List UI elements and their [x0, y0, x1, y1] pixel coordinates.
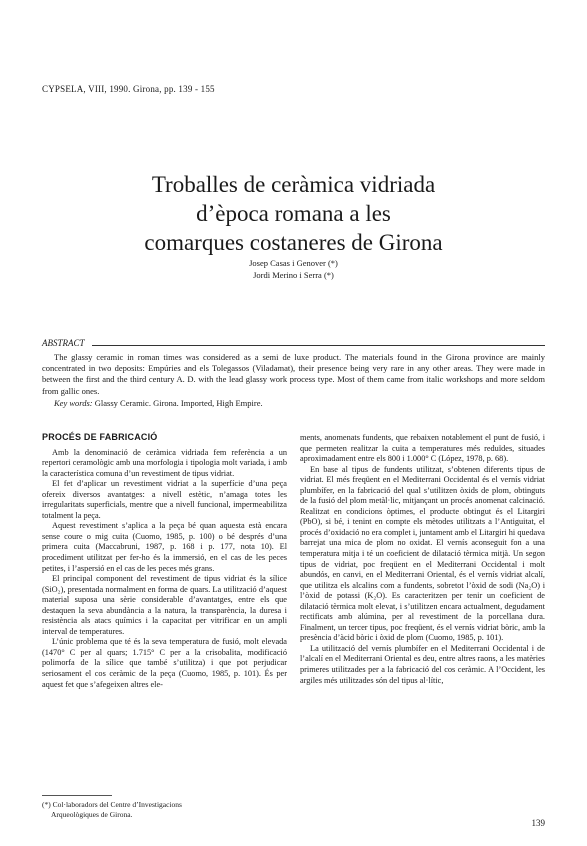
- body-paragraph: ments, anomenats fundents, que rebaixen notablement el punt de fusió, i que permeten realitzar la cuita a temperatures més reduïdes, situades aproximadament entre els 800 i 1.000° C (López, 1978, p. 68).: [300, 433, 545, 464]
- abstract-text: The glassy ceramic in roman times was considered as a semi de luxe product. The materials found in the Girona province are mainly concentrated in two deposits: Empúries and els Tolegassos (Viladamat), their presence being very rare in any other areas. They were made in between the first and the third century A. D. with the lead glassy work process type. Most of them came from italic workshops and more seldom from gallic ones.: [42, 352, 545, 396]
- body-paragraph: Amb la denominació de ceràmica vidriada fem referència a un repertori ceramològic amb una morfologia i tipologia molt variada, i amb la característica comuna d’un revestiment de tipus vidriat.: [42, 447, 287, 478]
- body-paragraph: La utilització del vernís plumbífer en el Mediterrani Occidental i de l’alcalí en el Mediterrani Oriental es deu, entre altres raons, a les matèries primeres utilitzades per a la fabricació del cos ceràmic. A l’Occident, les argiles més utilitzades són del tipus al·lític,: [300, 643, 545, 685]
- body-paragraph: En base al tipus de fundents utilitzat, s’obtenen diferents tipus de vidriat. El més freqüent en el Mediterrani Occidental és el vernís vidriat plumbífer, en la fabricació del qual s’utilitzen òxids de plom, obtinguts de la fusió del plom metàl·lic, mitjançant un procés anomenat calcinació. Realitzat en condicions òptimes, el producte obtingut és el Litargiri (PbO), si bé, i tenint en compte els mètodes utilitzats a l’Antiguitat, el procés d’oxidació no era complet i, juntament amb el Litargiri hi quedava barrejat una mica de plom no oxidat. El vernís aconseguit fon a una temperatura mitja i té un coeficient de dilatació tèrmica mitjà. Un segon tipus de vidriat, poc freqüent en el Mediterrani Occidental i molt abundós, en canvi, en el Mediterrani Oriental, és el vernís vidriat alcalí, que utilitza els alcalins com a fundents, sobretot l’òxid de sodi (Na₂O) i l’òxid de potassi (K₂O). Es caracteritzen per tenir un coeficient de dilatació tèrmica molt elevat, i s’utilitzen encara actualment, degudament rectificats amb alúmina, per al revestiment de la porcellana dura. Finalment, un tercer tipus, poc freqüent, és el vernís vidriat bòric, amb la presència d’àcid bòric i òxid de plom (Cuomo, 1985, p. 101).: [300, 464, 545, 643]
- author: Josep Casas i Genover (*): [249, 258, 338, 268]
- page-number: 139: [531, 818, 545, 828]
- title-line: Troballes de ceràmica vidriada: [151, 172, 436, 197]
- abstract-divider: [92, 345, 545, 346]
- keywords: [42, 398, 545, 409]
- journal-reference: CYPSELA, VIII, 1990. Girona, pp. 139 - 155: [42, 84, 215, 94]
- body-paragraph: El fet d’aplicar un revestiment vidriat a la superfície d’una peça ofereix diversos avantatges: a nivell estètic, n’amaga totes les irregularitats superficials, mentre que a nivell funcional, impermeabilitza totalment la peça.: [42, 479, 287, 520]
- footnote-line: Arqueològiques de Girona.: [51, 809, 133, 819]
- article-title: [0, 170, 587, 257]
- footnote-line: (*) Col·laboradors del Centre d’Investigacions: [42, 800, 182, 809]
- author: Jordi Merino i Serra (*): [253, 270, 334, 280]
- left-column: [42, 432, 287, 690]
- title-line: comarques costaneres de Girona: [144, 230, 443, 255]
- keywords-text: Glassy Ceramic. Girona. Imported, High Empire.: [94, 398, 263, 408]
- footnote: [42, 800, 287, 819]
- body-paragraph: El principal component del revestiment de tipus vidriat és la sílice (SiO₂), presentada normalment en forma de quars. La utilització d’aquest material suposa una sèrie considerable d’avantatges, entre els que destaquen la seva abundància a la natura, la transparència, la duresa i resistència als atacs químics i la capacitat per vitrificar en un ampli interval de temperatures.: [42, 574, 287, 636]
- body-paragraph: Aquest revestiment s’aplica a la peça bé quan aquesta està encara sense coure o mig cuita (Cuomo, 1985, p. 100) o bé després d’una primera cuita (Maccabruni, 1987, p. 168 i p. 177, nota 10). El procediment utilitzat per fer-ho és la immersió, en el cas de les peces petites, i l’aspersió en el cas de les peces més grans.: [42, 521, 287, 573]
- abstract-label: ABSTRACT: [42, 338, 85, 348]
- title-line: d’època romana a les: [196, 201, 391, 226]
- right-column: [300, 433, 545, 686]
- section-heading: PROCÉS DE FABRICACIÓ: [42, 432, 158, 442]
- author-list: [0, 257, 587, 281]
- footnote-divider: [42, 795, 112, 796]
- body-paragraph: L’únic problema que té és la seva temperatura de fusió, molt elevada (1470° C per al quars; 1.715° C per a la crisobalita, modificació polimorfa de la sílice que també s’utilitza) i que pot perjudicar seriosament el cos ceràmic de la peça (Cuomo, 1985, p. 101). És per aquest fet que s’afegeixen altres ele-: [42, 637, 287, 689]
- keywords-label: Key words:: [54, 398, 93, 408]
